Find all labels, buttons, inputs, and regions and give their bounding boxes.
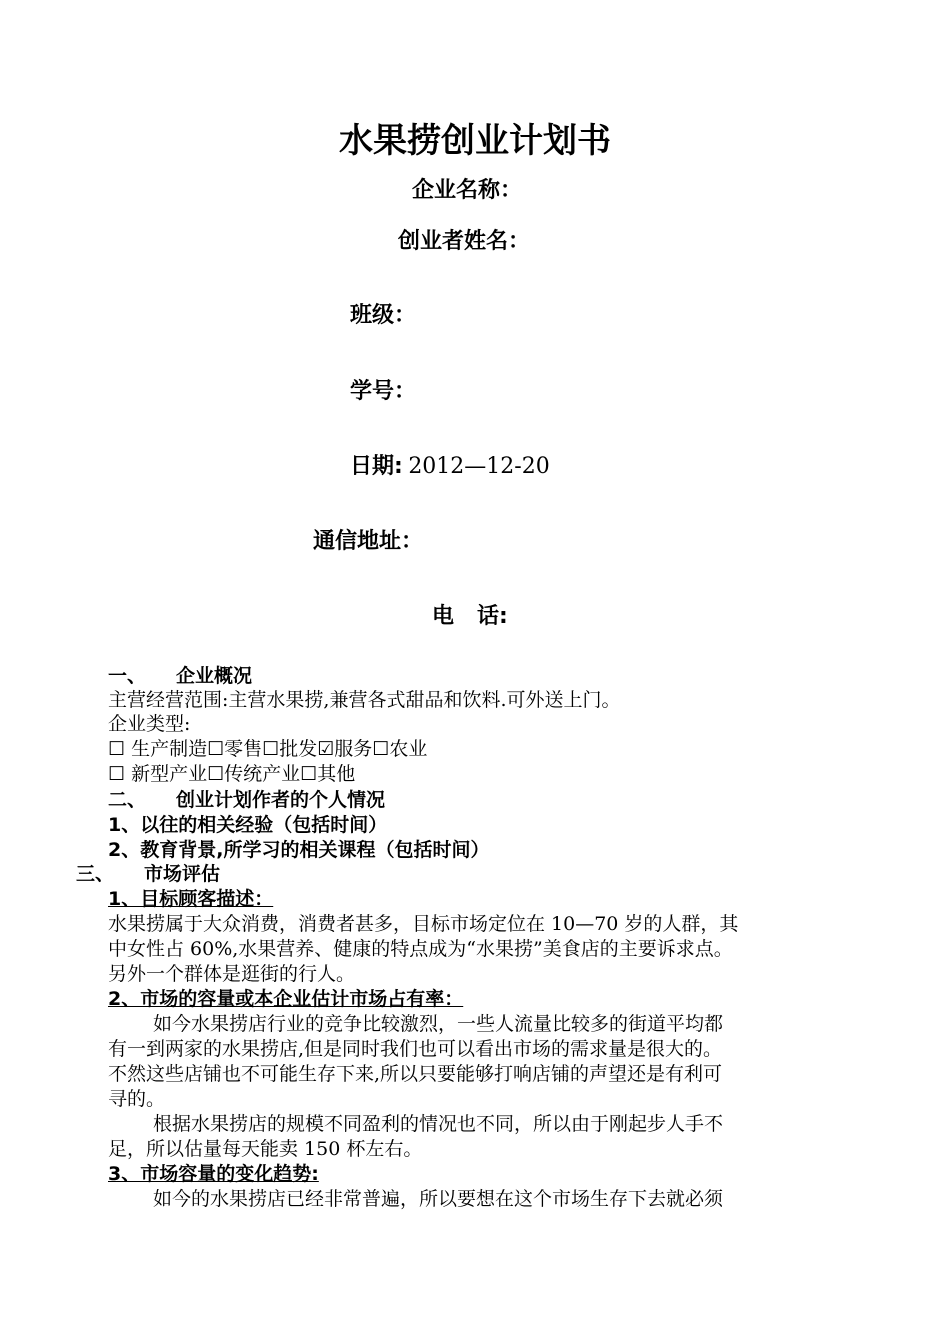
paragraph-2-line-2: 有一到两家的水果捞店,但是同时我们也可以看出市场的需求量是很大的。	[108, 1038, 723, 1060]
section2-title: 创业计划作者的个人情况	[176, 789, 386, 811]
checkbox-wholesale[interactable]: ☐批发	[262, 738, 318, 760]
checkbox-traditional-industry[interactable]: ☐传统产业	[207, 763, 301, 785]
section2-number: 二、	[108, 789, 147, 811]
date-label: 日期:	[350, 454, 403, 479]
section2-item-2: 2、教育背景,所学习的相关课程（包括时间）	[108, 839, 490, 861]
date-line	[350, 449, 550, 480]
company-name-label: 企业名称：	[412, 178, 523, 203]
subsection-market-trend: 3、市场容量的变化趋势:	[108, 1163, 319, 1185]
paragraph-2-line-4: 寻的。	[108, 1088, 166, 1110]
paragraph-2-line-3: 不然这些店铺也不可能生存下来,所以只要能够打响店铺的声望还是有利可	[108, 1063, 723, 1085]
checkbox-new-industry[interactable]: ☐ 新型产业	[108, 763, 208, 785]
subsection-market-share: 2、市场的容量或本企业估计市场占有率：	[108, 988, 464, 1010]
section1-title: 企业概况	[176, 665, 253, 687]
paragraph-1-line-2: 中女性占 60%,水果营养、健康的特点成为“水果捞”美食店的主要诉求点。	[108, 938, 733, 960]
paragraph-1-line-1: 水果捞属于大众消费，消费者甚多，目标市场定位在 10—70 岁的人群，其	[108, 913, 739, 935]
company-type-row-1	[108, 737, 427, 761]
class-label: 班级：	[350, 303, 417, 328]
section2-item-1: 1、以往的相关经验（包括时间）	[108, 814, 388, 836]
section2-heading	[108, 788, 385, 812]
paragraph-3-line-2: 足，所以估量每天能卖 150 杯左右。	[108, 1138, 423, 1160]
paragraph-2-line-1: 如今水果捞店行业的竞争比较激烈，一些人流量比较多的街道平均都	[153, 1013, 724, 1035]
document-title: 水果捞创业计划书	[339, 121, 611, 161]
paragraph-4-line-1: 如今的水果捞店已经非常普遍，所以要想在这个市场生存下去就必须	[153, 1188, 724, 1210]
date-value: 2012—12-20	[408, 454, 550, 479]
student-number-label: 学号：	[350, 379, 417, 404]
company-type-label: 企业类型:	[108, 713, 191, 735]
section1-heading	[108, 664, 252, 688]
company-type-row-2	[108, 762, 355, 786]
founder-name-label: 创业者姓名：	[398, 229, 531, 254]
section1-number: 一、	[108, 665, 147, 687]
checkbox-other[interactable]: ☐其他	[300, 763, 356, 785]
checkbox-agriculture[interactable]: ☐农业	[372, 738, 428, 760]
section3-title: 市场评估	[144, 863, 221, 885]
paragraph-1-line-3: 另外一个群体是逛街的行人。	[108, 963, 356, 985]
checkbox-retail[interactable]: ☐零售	[207, 738, 263, 760]
section3-heading	[76, 862, 220, 886]
checkbox-service-checked[interactable]: ☑服务	[317, 738, 373, 760]
paragraph-3-line-1: 根据水果捞店的规模不同盈利的情况也不同，所以由于刚起步人手不	[153, 1113, 724, 1135]
checkbox-manufacturing[interactable]: ☐ 生产制造	[108, 738, 208, 760]
business-scope: 主营经营范围:主营水果捞,兼营各式甜品和饮料.可外送上门。	[108, 689, 621, 711]
subsection-target-customers: 1、目标顾客描述：	[108, 888, 274, 910]
phone-label: 电 话:	[432, 604, 508, 629]
section3-number: 三、	[76, 863, 115, 885]
address-label: 通信地址：	[313, 529, 424, 554]
